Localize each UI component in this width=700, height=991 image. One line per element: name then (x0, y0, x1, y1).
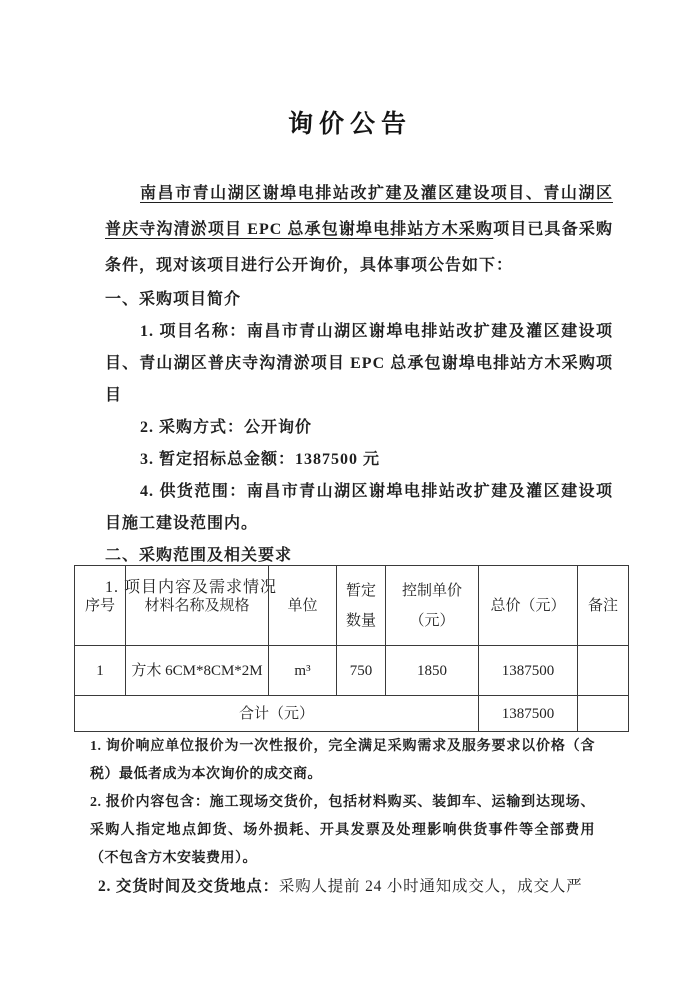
cell-qty: 750 (337, 646, 386, 696)
project-name-underlined: 南昌市青山湖区谢埠电排站改扩建及灌区建设项目、青山湖区普庆寺沟清淤项目 EPC 总承包谢埠电排站方木采购 (105, 185, 613, 238)
pricing-notes (90, 733, 595, 873)
header-provisional-qty: 暂定数量 (337, 566, 386, 646)
table-header-row (75, 566, 629, 646)
table-total-row (75, 696, 629, 732)
delivery-text: 采购人提前 24 小时通知成交人，成交人严 (278, 878, 583, 895)
cell-total-price: 1387500 (479, 646, 578, 696)
delivery-label: 2. 交货时间及交货地点： (98, 878, 279, 895)
section2-subheading: 1. 项目内容及需求情况 (105, 579, 278, 596)
cell-material-name-spec: 方木 6CM*8CM*2M (126, 646, 269, 696)
header-total-price: 总价（元） (479, 566, 578, 646)
header-remark: 备注 (578, 566, 629, 646)
materials-table (74, 565, 629, 732)
header-serial-no: 序号 (75, 566, 126, 646)
note-quote-contents: 2. 报价内容包含：施工现场交货价，包括材料购买、装卸车、运输到达现场、采购人指定地点卸货、场外损耗、开具发票及处理影响供货事件等全部费用（不包含方木安装费用）。 (90, 795, 595, 866)
intro-paragraph (105, 176, 613, 284)
body-sections (105, 284, 613, 604)
cell-unit: m³ (269, 646, 337, 696)
cell-unit-price: 1850 (386, 646, 479, 696)
total-remark (578, 696, 629, 732)
note-one-time-quote: 1. 询价响应单位报价为一次性报价，完全满足采购需求及服务要求以价格（含税）最低者成为本次询价的成交商。 (90, 739, 595, 782)
total-value: 1387500 (479, 696, 578, 732)
section2-heading: 二、采购范围及相关要求 (105, 547, 293, 564)
header-material-name-spec: 材料名称及规格 (126, 566, 269, 646)
header-unit: 单位 (269, 566, 337, 646)
section1-item-procurement-method: 2. 采购方式：公开询价 (140, 419, 313, 436)
section1-item-tender-amount: 3. 暂定招标总金额：1387500 元 (140, 451, 381, 468)
section1-item-supply-scope: 4. 供货范围：南昌市青山湖区谢埠电排站改扩建及灌区建设项目施工建设范围内。 (105, 483, 613, 532)
section1-item-project-name: 1. 项目名称：南昌市青山湖区谢埠电排站改扩建及灌区建设项目、青山湖区普庆寺沟清淤项目 EPC 总承包谢埠电排站方木采购项目 (105, 323, 613, 404)
delivery-paragraph (98, 872, 612, 902)
cell-serial-no: 1 (75, 646, 126, 696)
table-row (75, 646, 629, 696)
cell-remark (578, 646, 629, 696)
section1-heading: 一、采购项目简介 (105, 291, 242, 308)
header-control-unit-price: 控制单价（元） (386, 566, 479, 646)
total-label: 合计（元） (75, 696, 479, 732)
intro-rest: 项目已具备采购条件，现对该项目进行公开询价，具体事项公告如下： (105, 221, 613, 274)
page-title: 询价公告 (287, 111, 412, 138)
